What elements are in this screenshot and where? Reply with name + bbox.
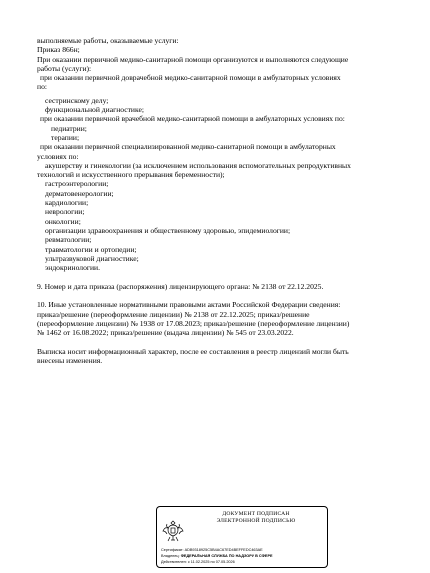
text-line: выполняемые работы, оказываемые услуги: (37, 36, 179, 45)
disclaimer-text: Выписка носит информационный характер, после ее составления в реестр лицензий могли быть (37, 346, 349, 356)
list-item: функциональной диагностике; (45, 105, 144, 115)
section-10-heading: 10. Иные установленные нормативными правовыми актами Российской Федерации сведения: (37, 300, 341, 310)
list-item: педиатрии; (51, 123, 87, 133)
stamp-title-line: ЭЛЕКТРОННОЙ ПОДПИСЬЮ (216, 517, 296, 524)
list-item: травматологии и ортопедии; (45, 244, 137, 254)
text-line: при оказании первичной доврачебной медико-санитарной помощи в амбулаторных условиях (40, 73, 341, 83)
stamp-title-line: ДОКУМЕНТ ПОДПИСАН (222, 511, 290, 517)
list-item: ультразвуковой диагностике; (45, 253, 139, 263)
text-line: по: (37, 82, 47, 92)
validity-label: Действителен: (161, 560, 187, 564)
validity-value: с 11.02.2025 по 07.05.2026 (187, 560, 235, 564)
list-item: гастроэнтерологии; (45, 179, 109, 189)
text-line: При оказании первичной медико-санитарной помощи организуются и выполняются следующие (37, 54, 349, 64)
list-item: ревматологии; (45, 235, 92, 245)
text-line: № 1462 от 16.08.2022; приказ/решение (выдача лицензии) № 545 от 23.03.2022. (37, 328, 294, 338)
validity-row (161, 560, 325, 565)
list-item: сестринскому делу; (45, 95, 109, 105)
list-item: кардиологии; (45, 198, 89, 208)
list-item: дерматовенерологии; (45, 188, 114, 198)
certificate-value: ADB9318925C5B4AC67ED4BEFFEDC463AE (184, 548, 263, 552)
list-item: эндокринологии. (45, 263, 101, 273)
certificate-label: Сертификат: (161, 548, 184, 552)
owner-label: Владелец: (161, 554, 180, 558)
text-line: технологий и искусственного прерывания беременности); (37, 170, 225, 180)
electronic-signature-stamp (156, 506, 328, 568)
text-line: работы (услуги): (37, 63, 92, 73)
list-item: терапии; (51, 132, 80, 142)
list-item: онкологии; (45, 216, 81, 226)
section-9-order: 9. Номер и дата приказа (распоряжения) лицензирующего органа: № 2138 от 22.12.2025. (37, 281, 324, 291)
coat-of-arms-icon (162, 518, 184, 544)
stamp-title (187, 511, 325, 524)
document-body (37, 36, 405, 365)
text-line: приказ/решение (переоформление лицензии) № 2138 от 22.12.2025; приказ/решение (37, 309, 310, 319)
list-item: акушерству и гинекологии (за исключением использования вспомогательных репродуктивных (45, 160, 351, 170)
owner-value: ФЕДЕРАЛЬНАЯ СЛУЖБА ПО НАДЗОРУ В СФЕРЕ (180, 554, 273, 558)
list-item: неврологии; (45, 207, 85, 217)
disclaimer-text: внесены изменения. (37, 356, 103, 366)
text-line: (переоформление лицензии) № 1938 от 17.08.2023; приказ/решение (переоформление лицензии) (37, 318, 350, 328)
text-line: Приказ 866н; (37, 45, 80, 55)
text-line: при оказании первичной врачебной медико-санитарной помощи в амбулаторных условиях по: (40, 114, 345, 124)
certificate-row (161, 548, 325, 553)
text-line: при оказании первичной специализированной медико-санитарной помощи в амбулаторных (40, 142, 336, 152)
owner-row (161, 554, 325, 559)
text-line: условиях по: (37, 151, 79, 161)
list-item: организации здравоохранения и общественному здоровью, эпидемиологии; (45, 225, 291, 235)
